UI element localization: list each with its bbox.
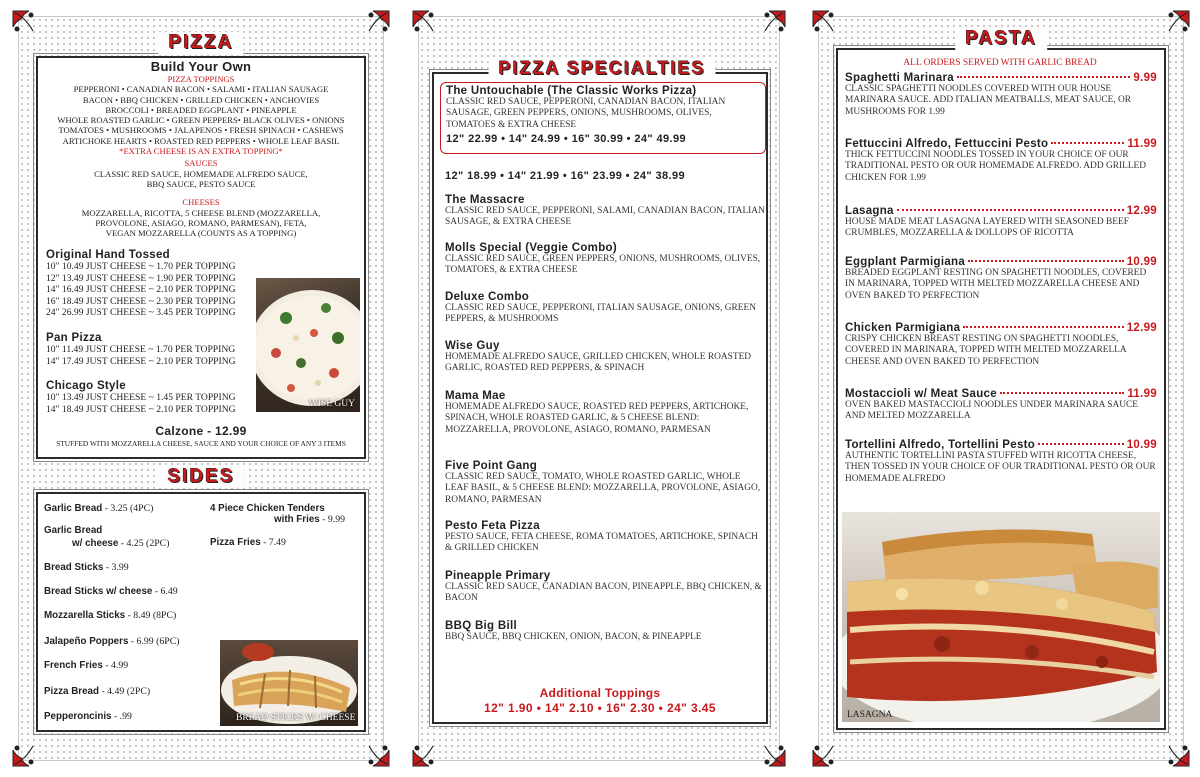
untouchable-card — [440, 82, 766, 154]
side-item-name: Jalapeño Poppers — [44, 636, 129, 647]
specialty-name: BBQ Big Bill — [445, 620, 517, 632]
price-row: 24" 26.99 JUST CHEESE ~ 3.45 PER TOPPING — [46, 307, 236, 319]
bread-sticks-photo — [220, 640, 358, 726]
dot-leader — [1038, 443, 1124, 445]
pasta-item — [845, 205, 1157, 240]
specialty-desc: HOMEMADE ALFREDO SAUCE, GRILLED CHICKEN, WHOLE ROASTED GARLIC, ROASTED RED PEPPERS, & SPINACH — [445, 352, 752, 374]
untouchable-name: The Untouchable (The Classic Works Pizza) — [446, 85, 697, 97]
toppings-heading: PIZZA TOPPINGS — [167, 74, 235, 84]
topping-line: WHOLE ROASTED GARLIC • GREEN PEPPERS• BLACK OLIVES • ONIONS — [57, 115, 345, 126]
topping-line: PEPPERONI • CANADIAN BACON • SALAMI • ITALIAN SAUSAGE — [73, 84, 329, 95]
side-item-price: - 4.49 (2PC) — [99, 686, 151, 697]
side-item-name: Pepperoncinis — [44, 711, 112, 722]
pasta-title-line — [845, 138, 1157, 150]
pan-pizza-prices — [46, 344, 256, 367]
topping-line: TOMATOES • MUSHROOMS • JALAPENOS • FRESH SPINACH • CASHEWS — [58, 125, 344, 136]
corner-flourish-icon — [1165, 9, 1191, 35]
pizza-illustration — [256, 278, 360, 412]
pasta-item — [845, 256, 1157, 302]
hand-tossed-title: Original Hand Tossed — [46, 249, 170, 261]
price-row: 14" 16.49 JUST CHEESE ~ 2.10 PER TOPPING — [46, 284, 236, 296]
pasta-title-line — [845, 388, 1157, 400]
specialty-name: Deluxe Combo — [445, 291, 530, 303]
side-item-name: 4 Piece Chicken Tenders — [210, 503, 325, 514]
side-item-price: - 6.49 — [152, 586, 178, 597]
side-item — [210, 503, 325, 514]
side-item-price: - 9.99 — [319, 514, 346, 525]
pasta-desc: OVEN BAKED MASTACCIOLI NOODLES UNDER MARINARA SAUCE AND MELTED MOZZARELLA — [845, 400, 1139, 422]
specialty-name: Pineapple Primary — [445, 570, 551, 582]
pasta-item — [845, 322, 1157, 368]
pasta-desc: CRISPY CHICKEN BREAST RESTING ON SPAGHETTI NOODLES, COVERED IN MARINARA, TOPPED WITH MELTED MOZZARELLA CHEESE AND OVEN BAKED TO PERFECTION — [845, 334, 1127, 367]
cheese-line: PROVOLONE, ASIAGO, ROMANO, PARMESAN), FETA, — [95, 217, 307, 228]
corner-flourish-icon — [411, 9, 437, 35]
pasta-desc: HOUSE MADE MEAT LASAGNA LAYERED WITH SEASONED BEEF CRUMBLES, MOZZARELLA & DOLLOPS OF RICOTTA — [845, 217, 1129, 239]
specialty-desc: CLASSIC RED SAUCE, TOMATO, WHOLE ROASTED GARLIC, WHOLE LEAF BASIL, & 5 CHEESE BLEND: MOZZARELLA, PROVOLONE, ASIAGO, ROMANO, PARMESAN — [445, 472, 761, 505]
pasta-title-line — [845, 256, 1157, 268]
cheese-line: VEGAN MOZZARELLA (COUNTS AS A TOPPING) — [105, 228, 297, 239]
cheeses-heading: CHEESES — [182, 197, 220, 208]
pasta-name: Fettuccini Alfredo, Fettuccini Pesto — [845, 138, 1049, 150]
side-item — [44, 636, 180, 647]
dot-leader — [963, 326, 1123, 328]
side-item — [44, 586, 178, 597]
corner-flourish-icon — [761, 742, 787, 768]
untouchable-prices: 12" 22.99 • 14" 24.99 • 16" 30.99 • 24" 49.99 — [446, 132, 687, 145]
topping-line: BROCCOLI • BREADED EGGPLANT • PINEAPPLE — [105, 104, 297, 115]
corner-flourish-icon — [411, 742, 437, 768]
price-row: 14" 18.49 JUST CHEESE ~ 2.10 PER TOPPING — [46, 403, 236, 415]
specialty-desc: CLASSIC RED SAUCE, CANADIAN BACON, PINEAPPLE, BBQ CHICKEN, & BACON — [445, 582, 762, 604]
bread-sticks-caption: BREAD STICKS W/ CHEESE — [236, 713, 356, 723]
sides-title: SIDES — [157, 466, 244, 488]
corner-flourish-icon — [1165, 742, 1191, 768]
side-item-name: Garlic Bread — [44, 503, 103, 514]
side-item — [44, 660, 128, 671]
hand-tossed-prices — [46, 261, 256, 319]
specialty-item — [445, 520, 765, 555]
specialty-item — [445, 390, 765, 436]
chicago-prices — [46, 392, 256, 415]
specialty-item — [445, 291, 765, 326]
specialty-item — [445, 460, 765, 506]
specialty-item — [445, 570, 765, 605]
pasta-price: 12.99 — [1126, 322, 1157, 334]
pasta-price: 11.99 — [1127, 388, 1157, 400]
specialties-prices: 12" 18.99 • 14" 21.99 • 16" 23.99 • 24" 38.99 — [445, 170, 686, 182]
lasagna-caption: LASAGNA — [847, 710, 893, 720]
pasta-title-line — [845, 439, 1157, 451]
pasta-price: 12.99 — [1126, 205, 1157, 217]
specialty-name: Wise Guy — [445, 340, 500, 352]
specialty-item — [445, 242, 765, 277]
pasta-name: Eggplant Parmigiana — [845, 256, 966, 268]
build-your-own-section — [40, 60, 362, 238]
extra-cheese-note: *EXTRA CHEESE IS AN EXTRA TOPPING* — [119, 146, 283, 157]
lasagna-illustration — [842, 512, 1160, 722]
pasta-name: Spaghetti Marinara — [845, 72, 954, 84]
specialty-item — [445, 340, 765, 375]
side-item-price: - 8.49 (8PC) — [125, 610, 177, 621]
chicago-section — [46, 380, 256, 415]
hand-tossed-section — [46, 249, 256, 319]
pasta-item — [845, 439, 1157, 485]
build-your-own-title: Build Your Own — [150, 59, 252, 74]
pasta-desc: AUTHENTIC TORTELLINI PASTA STUFFED WITH RICOTTA CHEESE, THEN TOSSED IN YOUR CHOICE OF OUR TRADITIONAL PESTO OR OUR HOMEMADE ALFREDO — [845, 451, 1156, 484]
cheeses-list — [40, 208, 362, 239]
specialty-name: Pesto Feta Pizza — [445, 520, 540, 532]
sauce-line: BBQ SAUCE, PESTO SAUCE — [146, 178, 256, 189]
specialty-desc: CLASSIC RED SAUCE, PEPPERONI, SALAMI, CANADIAN BACON, ITALIAN SAUSAGE, & EXTRA CHEESE — [445, 206, 765, 228]
pasta-price: 10.99 — [1126, 439, 1157, 451]
pasta-title-line — [845, 322, 1157, 334]
pasta-item — [845, 138, 1157, 184]
price-row: 10" 11.49 JUST CHEESE ~ 1.70 PER TOPPING — [46, 344, 236, 355]
side-item — [210, 537, 286, 548]
specialty-desc: CLASSIC RED SAUCE, PEPPERONI, ITALIAN SAUSAGE, ONIONS, GREEN PEPPERS, & MUSHROOMS — [445, 303, 756, 325]
pasta-price: 10.99 — [1126, 256, 1157, 268]
pasta-note: ALL ORDERS SERVED WITH GARLIC BREAD — [903, 58, 1097, 68]
specialty-desc: PESTO SAUCE, FETA CHEESE, ROMA TOMATOES, ARTICHOKE, SPINACH & GRILLED CHICKEN — [445, 532, 758, 554]
toppings-list — [40, 84, 362, 146]
specialties-title: PIZZA SPECIALTIES — [488, 58, 715, 79]
pasta-title-line — [845, 72, 1157, 84]
wise-guy-caption: WISE GUY — [308, 399, 355, 409]
specialty-desc: CLASSIC RED SAUCE, GREEN PEPPERS, ONIONS, MUSHROOMS, OLIVES, TOMATOES, & EXTRA CHEESE — [445, 254, 761, 276]
side-item — [44, 562, 129, 573]
price-row: 10" 13.49 JUST CHEESE ~ 1.45 PER TOPPING — [46, 392, 236, 403]
side-item-price: - 4.25 (2PC) — [118, 538, 170, 549]
pasta-name: Lasagna — [845, 205, 894, 217]
lasagna-photo — [842, 512, 1160, 722]
corner-flourish-icon — [11, 9, 37, 35]
specialty-name: Mama Mae — [445, 390, 506, 402]
pasta-name: Mostaccioli w/ Meat Sauce — [845, 388, 997, 400]
side-item — [44, 610, 176, 621]
corner-flourish-icon — [811, 9, 837, 35]
dot-leader — [957, 76, 1130, 78]
calzone-desc: STUFFED WITH MOZZARELLA CHEESE, SAUCE AND YOUR CHOICE OF ANY 3 ITEMS — [56, 439, 346, 448]
sauce-line: CLASSIC RED SAUCE, HOMEMADE ALFREDO SAUCE, — [94, 168, 308, 179]
sauces-list — [40, 169, 362, 190]
sauces-heading: SAUCES — [184, 158, 218, 169]
pasta-item — [845, 72, 1157, 118]
price-row: 14" 17.49 JUST CHEESE ~ 2.10 PER TOPPING — [46, 355, 236, 367]
dot-leader — [968, 260, 1124, 262]
side-item — [44, 525, 102, 536]
specialty-name: The Massacre — [445, 194, 525, 206]
pan-pizza-section — [46, 332, 256, 367]
pasta-desc: CLASSIC SPAGHETTI NOODLES COVERED WITH OUR HOUSE MARINARA SAUCE. ADD ITALIAN MEATBALLS, MEAT SAUCE, OR MUSHROOMS FOR 1.99 — [845, 84, 1132, 117]
side-item-name: Bread Sticks — [44, 562, 104, 573]
side-item-name: Mozzarella Sticks — [44, 610, 126, 621]
side-item-name: Bread Sticks w/ cheese — [44, 586, 153, 597]
side-item-price: - 3.25 (4PC) — [102, 503, 154, 514]
side-item — [72, 538, 169, 549]
topping-line: ARTICHOKE HEARTS • ROASTED RED PEPPERS • WHOLE LEAF BASIL — [62, 135, 340, 146]
dot-leader — [897, 209, 1124, 211]
side-item — [44, 503, 153, 514]
pasta-name: Chicken Parmigiana — [845, 322, 961, 334]
price-row: 12" 13.49 JUST CHEESE ~ 1.90 PER TOPPING — [46, 272, 236, 284]
pasta-desc: THICK FETTUCCINI NOODLES TOSSED IN YOUR CHOICE OF OUR TRADITIONAL PESTO OR OUR HOMEMADE ALFREDO. ADD GRILLED CHICKEN FOR 1.99 — [845, 150, 1147, 183]
corner-flourish-icon — [365, 9, 391, 35]
side-item-name: French Fries — [44, 660, 103, 671]
corner-flourish-icon — [11, 742, 37, 768]
dot-leader — [1000, 392, 1124, 394]
side-item-price: - .99 — [111, 711, 132, 722]
specialty-desc: HOMEMADE ALFREDO SAUCE, ROASTED RED PEPPERS, ARTICHOKE, SPINACH, WHOLE ROASTED GARLIC, & 5 CHEESE BLEND: MOZZARELLA, PROVOLONE, ASIAGO, ROMANO, PARMESAN — [445, 402, 749, 435]
pasta-title: PASTA — [955, 28, 1047, 50]
side-item-name: with Fries — [274, 514, 320, 525]
pasta-item — [845, 388, 1157, 423]
side-item — [44, 686, 150, 697]
specialty-item — [445, 194, 765, 229]
chicago-title: Chicago Style — [46, 380, 126, 392]
additional-toppings-prices: 12" 1.90 • 14" 2.10 • 16" 2.30 • 24" 3.45 — [484, 701, 716, 715]
wise-guy-photo — [256, 278, 360, 412]
cheese-line: MOZZARELLA, RICOTTA, 5 CHEESE BLEND (MOZZARELLA, — [81, 207, 321, 218]
price-row: 16" 18.49 JUST CHEESE ~ 2.30 PER TOPPING — [46, 295, 236, 307]
side-item — [44, 711, 132, 722]
additional-toppings-title: Additional Toppings — [539, 686, 661, 700]
specialty-name: Five Point Gang — [445, 460, 538, 472]
dot-leader — [1051, 142, 1124, 144]
calzone-title: Calzone - 12.99 — [155, 424, 247, 438]
pasta-title-line — [845, 205, 1157, 217]
pasta-price: 9.99 — [1133, 72, 1157, 84]
specialty-desc: BBQ SAUCE, BBQ CHICKEN, ONION, BACON, & PINEAPPLE — [445, 632, 702, 642]
side-item — [274, 514, 345, 525]
side-item-price: - 6.99 (6PC) — [128, 636, 180, 647]
corner-flourish-icon — [761, 9, 787, 35]
pizza-title: PIZZA — [159, 32, 244, 54]
specialty-item — [445, 620, 765, 643]
pasta-desc: BREADED EGGPLANT RESTING ON SPAGHETTI NOODLES, COVERED IN MARINARA, TOPPED WITH MELTED MOZZARELLA CHEESE AND OVEN BAKED TO PERFECTION — [845, 268, 1147, 301]
topping-line: BACON • BBQ CHICKEN • GRILLED CHICKEN • ANCHOVIES — [82, 94, 320, 105]
pasta-name: Tortellini Alfredo, Tortellini Pesto — [845, 439, 1036, 451]
side-item-price: - 7.49 — [260, 537, 286, 548]
specialty-name: Molls Special (Veggie Combo) — [445, 242, 617, 254]
side-item-name: Pizza Fries — [210, 537, 261, 548]
side-item-name: Garlic Bread — [44, 525, 103, 536]
side-item-name: Pizza Bread — [44, 686, 99, 697]
side-item-price: - 3.99 — [103, 562, 129, 573]
pasta-price: 11.99 — [1127, 138, 1157, 150]
side-item-price: - 4.99 — [102, 660, 129, 671]
corner-flourish-icon — [811, 742, 837, 768]
pan-pizza-title: Pan Pizza — [46, 332, 102, 344]
price-row: 10" 10.49 JUST CHEESE ~ 1.70 PER TOPPING — [46, 261, 236, 272]
corner-flourish-icon — [365, 742, 391, 768]
untouchable-desc: CLASSIC RED SAUCE, PEPPERONI, CANADIAN BACON, ITALIAN SAUSAGE, GREEN PEPPERS, ONIONS, MUSHROOMS, OLIVES, TOMATOES & EXTRA CHEESE — [446, 97, 726, 130]
side-item-name: w/ cheese — [72, 538, 119, 549]
